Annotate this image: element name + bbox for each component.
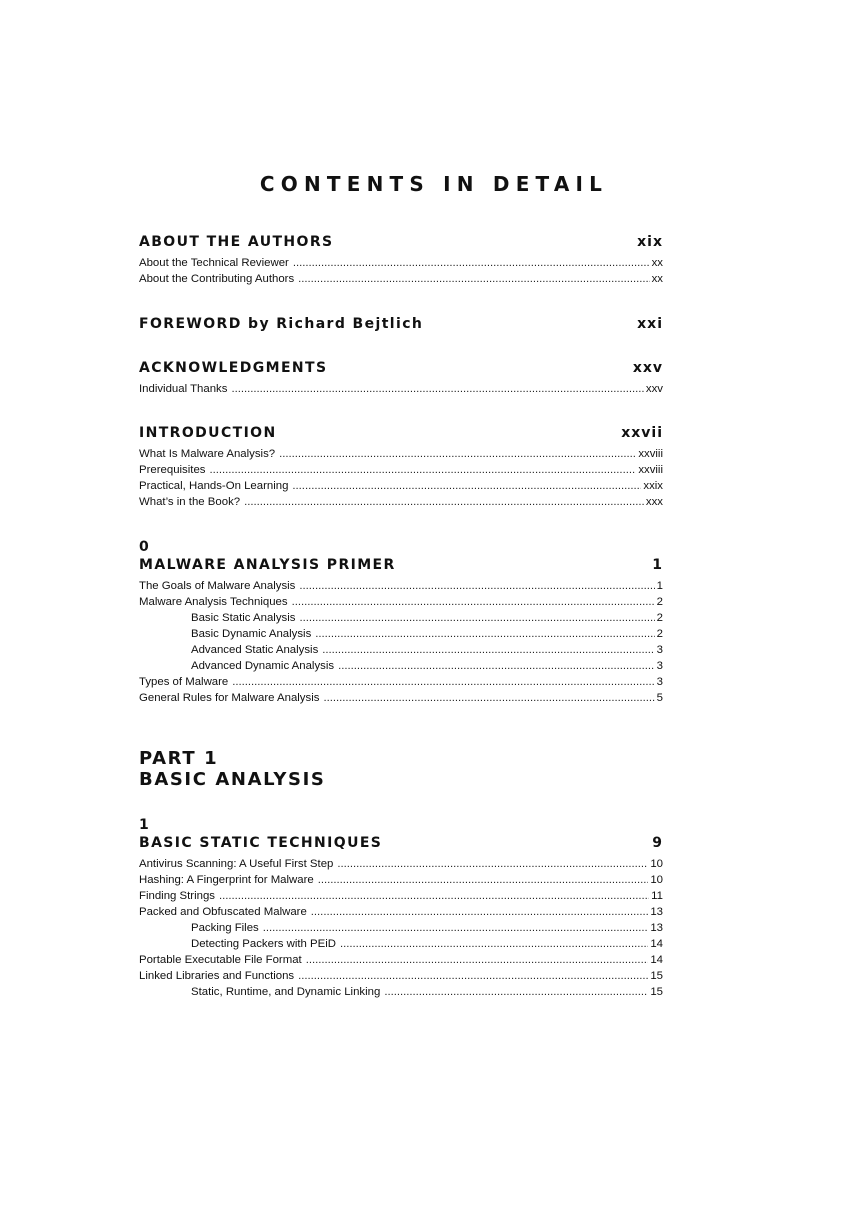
toc-entry-label: Finding Strings bbox=[139, 890, 215, 902]
toc-heading-label: BASIC STATIC TECHNIQUES bbox=[139, 835, 383, 851]
dot-leader bbox=[299, 578, 654, 594]
toc-entry-page: 2 bbox=[656, 596, 663, 608]
toc-entry-page: xxix bbox=[643, 480, 663, 492]
toc-heading-label: ACKNOWLEDGMENTS bbox=[139, 360, 328, 376]
dot-leader bbox=[293, 255, 650, 271]
toc-heading[interactable] bbox=[139, 359, 663, 381]
toc-subentry[interactable] bbox=[139, 610, 663, 626]
toc-entry-page: 3 bbox=[656, 660, 663, 672]
toc-heading[interactable] bbox=[139, 834, 663, 856]
toc-entry-label: Advanced Static Analysis bbox=[191, 644, 319, 656]
dot-leader bbox=[323, 690, 654, 706]
toc-entry[interactable] bbox=[139, 381, 663, 397]
dot-leader bbox=[337, 856, 648, 872]
toc-entry[interactable] bbox=[139, 255, 663, 271]
toc-heading[interactable] bbox=[139, 556, 663, 578]
toc-entry[interactable] bbox=[139, 952, 663, 968]
toc-subentry[interactable] bbox=[139, 984, 663, 1000]
toc-subentry[interactable] bbox=[139, 626, 663, 642]
toc-entry-page: 10 bbox=[650, 858, 663, 870]
toc-subentry[interactable] bbox=[139, 642, 663, 658]
toc-heading-page: 9 bbox=[652, 835, 663, 851]
toc-entry-page: 10 bbox=[650, 874, 663, 886]
toc-section-chapter-1 bbox=[139, 816, 663, 1000]
dot-leader bbox=[340, 936, 648, 952]
toc-entry-label: General Rules for Malware Analysis bbox=[139, 692, 320, 704]
toc-entry-page: 3 bbox=[656, 676, 663, 688]
toc-entry-label: What Is Malware Analysis? bbox=[139, 448, 276, 460]
toc-heading[interactable] bbox=[139, 424, 663, 446]
toc-heading-label: MALWARE ANALYSIS PRIMER bbox=[139, 557, 396, 573]
toc-entry-label: Practical, Hands-On Learning bbox=[139, 480, 289, 492]
toc-entry-label: Linked Libraries and Functions bbox=[139, 970, 295, 982]
dot-leader bbox=[322, 642, 654, 658]
toc-entry[interactable] bbox=[139, 594, 663, 610]
toc-subentry[interactable] bbox=[139, 920, 663, 936]
dot-leader bbox=[219, 888, 649, 904]
toc-entry-page: 5 bbox=[656, 692, 663, 704]
toc-entry-page: xxviii bbox=[638, 464, 663, 476]
toc-entry[interactable] bbox=[139, 478, 663, 494]
dot-leader bbox=[311, 904, 649, 920]
toc-entry[interactable] bbox=[139, 968, 663, 984]
toc-entry-label: Advanced Dynamic Analysis bbox=[191, 660, 335, 672]
toc-entry-label: Prerequisites bbox=[139, 464, 206, 476]
toc-entry-label: What’s in the Book? bbox=[139, 496, 241, 508]
toc-entry-page: xxv bbox=[645, 383, 663, 395]
toc-entry-label: The Goals of Malware Analysis bbox=[139, 580, 296, 592]
toc-entry-label: Packing Files bbox=[191, 922, 259, 934]
dot-leader bbox=[263, 920, 649, 936]
toc-section-acknowledgments bbox=[139, 359, 663, 397]
toc-entry-page: xx bbox=[651, 257, 663, 269]
dot-leader bbox=[279, 446, 636, 462]
toc-subentry[interactable] bbox=[139, 658, 663, 674]
toc-section-foreword bbox=[139, 315, 663, 337]
toc-entry[interactable] bbox=[139, 462, 663, 478]
toc-entry-page: 15 bbox=[650, 970, 663, 982]
toc-subentry[interactable] bbox=[139, 936, 663, 952]
toc-entry[interactable] bbox=[139, 872, 663, 888]
toc-entry[interactable] bbox=[139, 674, 663, 690]
toc-entry[interactable] bbox=[139, 904, 663, 920]
dot-leader bbox=[318, 872, 649, 888]
toc-entry[interactable] bbox=[139, 494, 663, 510]
dot-leader bbox=[231, 381, 643, 397]
toc-entry-label: Packed and Obfuscated Malware bbox=[139, 906, 307, 918]
toc-entry-label: Static, Runtime, and Dynamic Linking bbox=[191, 986, 381, 998]
toc-entry[interactable] bbox=[139, 271, 663, 287]
toc-heading-page: xxv bbox=[632, 360, 663, 376]
toc-entry-page: 13 bbox=[650, 922, 663, 934]
toc-entry-page: xx bbox=[651, 273, 663, 285]
toc-entry-page: 14 bbox=[650, 954, 663, 966]
part-heading[interactable] bbox=[139, 748, 663, 790]
part-number: PART 1 bbox=[139, 748, 219, 769]
dot-leader bbox=[244, 494, 644, 510]
toc-heading-label: INTRODUCTION bbox=[139, 425, 277, 441]
toc-heading[interactable] bbox=[139, 315, 663, 337]
toc-entry[interactable] bbox=[139, 856, 663, 872]
toc-entry-label: Malware Analysis Techniques bbox=[139, 596, 288, 608]
toc-entry-page: 11 bbox=[651, 890, 663, 902]
toc-heading-page: 1 bbox=[652, 557, 663, 573]
dot-leader bbox=[338, 658, 655, 674]
toc-entry-page: 2 bbox=[656, 612, 663, 624]
toc-entry-label: Antivirus Scanning: A Useful First Step bbox=[139, 858, 334, 870]
toc-entry-label: Individual Thanks bbox=[139, 383, 228, 395]
toc-entry[interactable] bbox=[139, 446, 663, 462]
toc-entry-page: 13 bbox=[650, 906, 663, 918]
toc-section-about-authors bbox=[139, 233, 663, 287]
toc-entry-label: Basic Static Analysis bbox=[191, 612, 296, 624]
toc-heading-page: xix bbox=[637, 234, 663, 250]
toc-entry-label: Types of Malware bbox=[139, 676, 229, 688]
dot-leader bbox=[315, 626, 654, 642]
dot-leader bbox=[298, 271, 649, 287]
dot-leader bbox=[292, 594, 655, 610]
toc-heading-page: xxvii bbox=[621, 425, 663, 441]
toc-entry[interactable] bbox=[139, 578, 663, 594]
chapter-number: 0 bbox=[139, 539, 150, 555]
page-title: CONTENTS IN DETAIL bbox=[259, 172, 609, 196]
toc-entry-page: xxviii bbox=[638, 448, 663, 460]
toc-entry-page: 15 bbox=[650, 986, 663, 998]
toc-entry-page: xxx bbox=[645, 496, 663, 508]
dot-leader bbox=[299, 610, 654, 626]
dot-leader bbox=[209, 462, 636, 478]
toc-entry-label: Portable Executable File Format bbox=[139, 954, 302, 966]
dot-leader bbox=[298, 968, 648, 984]
toc-entry[interactable] bbox=[139, 690, 663, 706]
toc-entry-label: About the Contributing Authors bbox=[139, 273, 295, 285]
toc-heading[interactable] bbox=[139, 233, 663, 255]
toc-entry-label: Detecting Packers with PEiD bbox=[191, 938, 336, 950]
toc-entry-page: 3 bbox=[656, 644, 663, 656]
toc-heading-label: ABOUT THE AUTHORS bbox=[139, 234, 334, 250]
toc-entry-label: Hashing: A Fingerprint for Malware bbox=[139, 874, 314, 886]
toc-heading-page: xxi bbox=[637, 316, 663, 332]
dot-leader bbox=[306, 952, 649, 968]
toc-heading-label: FOREWORD by Richard Bejtlich bbox=[139, 316, 424, 332]
dot-leader bbox=[232, 674, 654, 690]
toc-section-chapter-0 bbox=[139, 538, 663, 706]
chapter-number: 1 bbox=[139, 817, 150, 833]
part-title: BASIC ANALYSIS bbox=[139, 769, 326, 790]
toc-entry-page: 14 bbox=[650, 938, 663, 950]
toc-entry-page: 2 bbox=[656, 628, 663, 640]
toc-entry-label: About the Technical Reviewer bbox=[139, 257, 289, 269]
dot-leader bbox=[384, 984, 648, 1000]
toc-entry[interactable] bbox=[139, 888, 663, 904]
dot-leader bbox=[292, 478, 641, 494]
toc-entry-page: 1 bbox=[656, 580, 663, 592]
toc-entry-label: Basic Dynamic Analysis bbox=[191, 628, 312, 640]
toc-section-introduction bbox=[139, 424, 663, 510]
